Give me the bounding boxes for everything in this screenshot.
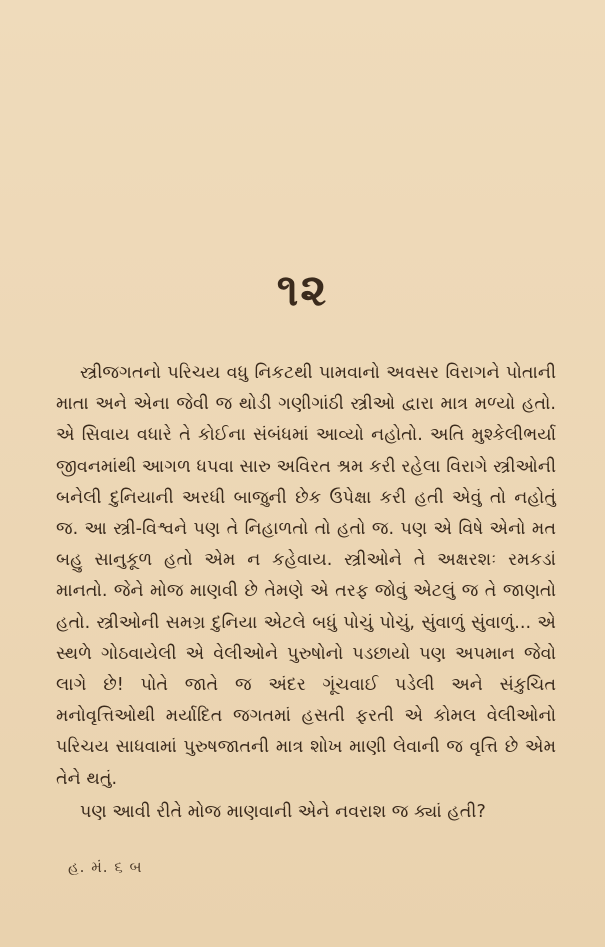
- printer-signature: હ. મં. ૬ બ: [68, 858, 143, 876]
- paragraph: પણ આવી રીતે મોજ માણવાની એને નવરાશ જ ક્યાં હતી?: [80, 801, 486, 822]
- chapter-number: ૧૨: [276, 265, 329, 316]
- chapter-body: [56, 358, 556, 828]
- paragraph: સ્ત્રીજગતનો પરિચય વધુ નિકટથી પામવાનો અવસર વિરાગને પોતાની માતા અને એના જેવી જ થોડી ગણીગાંઠી સ્ત્રીઓ દ્વારા માત્ર મળ્યો હતો. એ સિવાય વધારે તે કોઈના સંબંધમાં આવ્યો નહોતો. અતિ મુશ્કેલીભર્યા જીવનમાંથી આગળ ધપવા સારુ અવિરત શ્રમ કરી રહેલા વિરાગે સ્ત્રીઓની બનેલી દુનિયાની અરધી બાજુની છેક ઉપેક્ષા કરી હતી એવું તો નહોતું જ. આ સ્ત્રી-વિશ્વને પણ તે નિહાળતો તો હતો જ. પણ એ વિષે એનો મત બહુ સાનુકૂળ હતો એમ ન કહેવાય. સ્ત્રીઓને તે અક્ષરશઃ રમકડાં માનતો. જેને મોજ માણવી છે તેમણે એ તરફ જોવું એટલું જ તે જાણતો હતો. સ્ત્રીઓની સમગ્ર દુનિયા એટલે બધું પોચું પોચું, સુંવાળું સુંવાળું... એ સ્થળે ગોઠવાયેલી એ વેલીઓને પુરુષોનો પડછાયો પણ અપમાન જેવો લાગે છે! પોતે જાતે જ અંદર ગૂંચવાઈ પડેલી અને સંકુચિત મનોવૃત્તિઓથી મર્યાદિત જગતમાં હસતી ફરતી એ કોમલ વેલીઓનો પરિચય સાધવામાં પુરુષજાતની માત્ર શોખ માણી લેવાની જ વૃત્તિ છે એમ તેને થતું.: [56, 363, 556, 789]
